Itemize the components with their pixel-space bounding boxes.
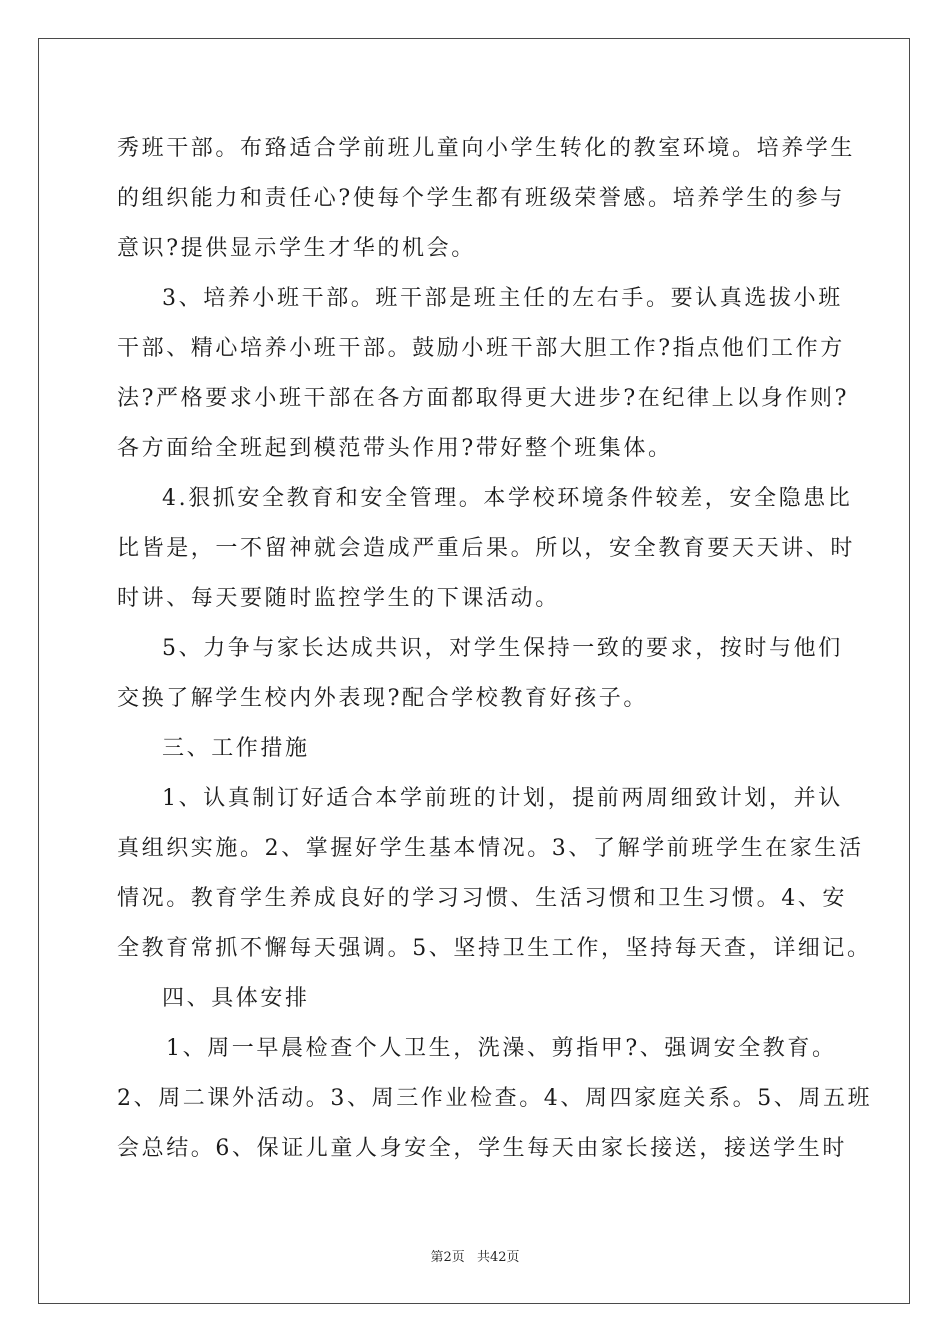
- page-footer: [0, 1246, 950, 1265]
- text-line: 秀班干部。布臵适合学前班儿童向小学生转化的教室环境。培养学生: [117, 136, 856, 161]
- section-heading: 四、具体安排: [162, 986, 310, 1011]
- text-line: 干部、精心培养小班干部。鼓励小班干部大胆工作?指点他们工作方: [117, 336, 845, 361]
- section-heading: 三、工作措施: [162, 736, 310, 761]
- text-line: 情况。教育学生养成良好的学习习惯、生活习惯和卫生习惯。4、安: [117, 886, 847, 911]
- text-line: 1、认真制订好适合本学前班的计划，提前两周细致计划，并认: [162, 786, 843, 811]
- text-line: 交换了解学生校内外表现?配合学校教育好孩子。: [117, 686, 648, 711]
- text-line: 时讲、每天要随时监控学生的下课活动。: [117, 586, 560, 611]
- text-line: 4.狠抓安全教育和安全管理。本学校环境条件较差，安全隐患比: [162, 486, 853, 511]
- text-line: 全教育常抓不懈每天强调。5、坚持卫生工作，坚持每天查，详细记。: [117, 936, 872, 961]
- text-line: 的组织能力和责任心?使每个学生都有班级荣誉感。培养学生的参与: [117, 186, 845, 211]
- text-line: 3、培养小班干部。班干部是班主任的左右手。要认真选拔小班: [162, 286, 843, 311]
- page-total: 共42页: [476, 1250, 520, 1265]
- text-line: 5、力争与家长达成共识，对学生保持一致的要求，按时与他们: [162, 636, 843, 661]
- text-line: 比皆是，一不留神就会造成严重后果。所以，安全教育要天天讲、时: [117, 536, 856, 561]
- text-line: 会总结。6、保证儿童人身安全，学生每天由家长接送，接送学生时: [117, 1136, 847, 1161]
- page-border: [38, 38, 910, 1304]
- page-number: 第2页: [430, 1250, 465, 1265]
- text-line: 2、周二课外活动。3、周三作业检查。4、周四家庭关系。5、周五班: [117, 1086, 873, 1111]
- text-line: 真组织实施。2、掌握好学生基本情况。3、了解学前班学生在家生活: [117, 836, 864, 861]
- text-line: 法?严格要求小班干部在各方面都取得更大进步?在纪律上以身作则?: [117, 386, 849, 411]
- text-line: 1、周一早晨检查个人卫生，洗澡、剪指甲?、强调安全教育。: [166, 1036, 837, 1061]
- text-line: 各方面给全班起到模范带头作用?带好整个班集体。: [117, 436, 673, 461]
- text-line: 意识?提供显示学生才华的机会。: [117, 236, 476, 261]
